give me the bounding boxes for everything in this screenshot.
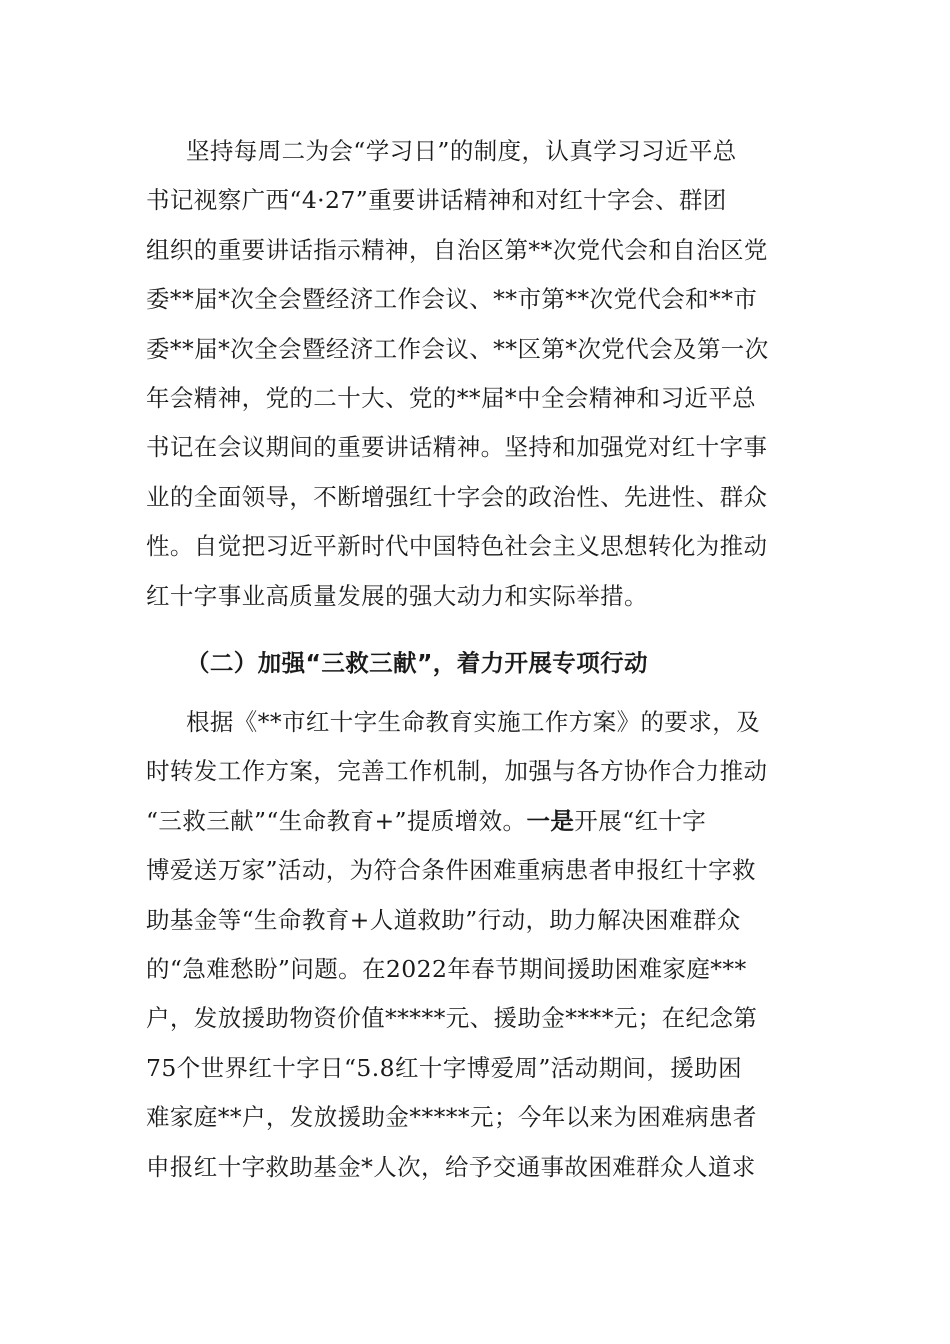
paragraph-line: 书记视察广西“4·27”重要讲话精神和对红十字会、群团 <box>146 186 727 215</box>
section-heading: （二）加强“三救三献”，着力开展专项行动 <box>186 649 648 677</box>
paragraph-life-education <box>146 698 806 1192</box>
paragraph-line: 的“急难愁盼”问题。在2022年春节期间援助困难家庭*** <box>146 954 747 983</box>
paragraph-line: 业的全面领导，不断增强红十字会的政治性、先进性、群众 <box>146 482 768 511</box>
paragraph-line: 难家庭**户，发放援助金*****元；今年以来为困难病患者 <box>146 1103 757 1132</box>
paragraph-line: 红十字事业高质量发展的强大动力和实际举措。 <box>146 581 648 610</box>
paragraph-line <box>146 797 806 846</box>
paragraph-line: 坚持每周二为会“学习日”的制度，认真学习习近平总 <box>186 137 737 165</box>
paragraph-line: 博爱送万家”活动，为符合条件困难重病患者申报红十字救 <box>146 856 756 885</box>
paragraph-line: 申报红十字救助基金*人次，给予交通事故困难群众人道求 <box>146 1152 756 1181</box>
paragraph-line: 性。自觉把习近平新时代中国特色社会主义思想转化为推动 <box>146 532 768 561</box>
paragraph-line: 书记在会议期间的重要讲话精神。坚持和加强党对红十字事 <box>146 433 768 462</box>
paragraph-line: 组织的重要讲话指示精神，自治区第**次党代会和自治区党 <box>146 235 768 264</box>
paragraph-line: 户，发放援助物资价值*****元、援助金****元；在纪念第 <box>146 1004 758 1033</box>
paragraph-line: 委**届*次全会暨经济工作会议、**市第**次党代会和**市 <box>146 285 758 314</box>
line-text: “三救三献”“生命教育+”提质增效。 <box>146 806 527 835</box>
paragraph-line: 时转发工作方案，完善工作机制，加强与各方协作合力推动 <box>146 757 768 786</box>
paragraph-study-day <box>146 127 806 621</box>
paragraph-line: 年会精神，党的二十大、党的**届*中全会精神和习近平总 <box>146 383 757 412</box>
paragraph-line: 75个世界红十字日“5.8红十字博爱周”活动期间，援助困 <box>146 1053 743 1082</box>
paragraph-line: 助基金等“生命教育+人道救助”行动，助力解决困难群众 <box>146 905 741 934</box>
paragraph-line: 委**届*次全会暨经济工作会议、**区第*次党代会及第一次 <box>146 334 769 363</box>
paragraph-line: 根据《**市红十字生命教育实施工作方案》的要求，及 <box>186 708 760 736</box>
line-text: 开展“红十字 <box>574 806 707 835</box>
emphasis-first: 一是 <box>526 806 575 835</box>
